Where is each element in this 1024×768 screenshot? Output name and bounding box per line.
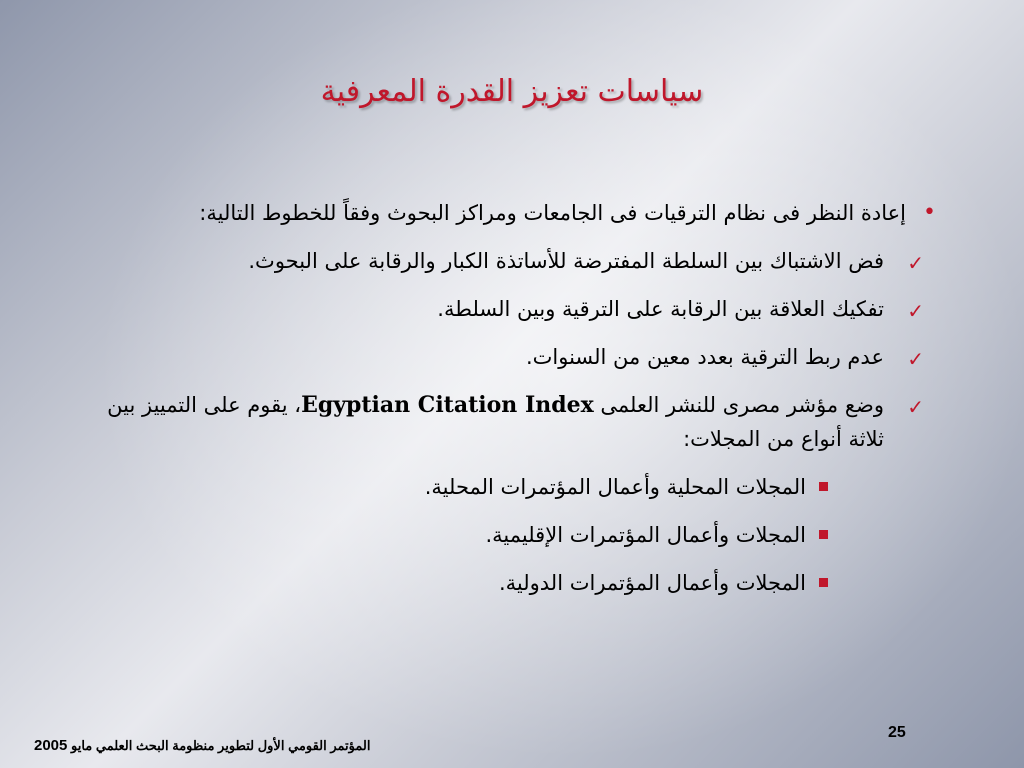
check-icon: ✓ [907, 347, 924, 371]
square-bullet-icon [819, 530, 828, 539]
footer-conference-text: المؤتمر القومي الأول لتطوير منظومة البحث العلمي مايو [67, 738, 371, 753]
citation-index-prefix: وضع مؤشر مصرى للنشر العلمى [593, 393, 884, 417]
citation-index-latin: Egyptian Citation Index [301, 392, 594, 418]
check-item-text: عدم ربط الترقية بعدد معين من السنوات. [525, 345, 884, 369]
square-bullet-icon [819, 578, 828, 587]
slide-content [76, 196, 936, 614]
footer-conference [34, 737, 370, 754]
bullet-dot-icon: • [923, 200, 936, 225]
check-icon: ✓ [907, 299, 924, 323]
page-number: 25 [888, 724, 906, 741]
sub-item [76, 566, 806, 600]
footer-year: 2005 [34, 737, 68, 754]
sub-item-text: المجلات وأعمال المؤتمرات الدولية. [498, 571, 806, 595]
check-item-text: فض الاشتباك بين السلطة المفترضة للأساتذة الكبار والرقابة على البحوث. [248, 249, 884, 273]
sub-item [76, 470, 806, 504]
sub-item-text: المجلات المحلية وأعمال المؤتمرات المحلية. [424, 475, 806, 499]
sub-item-text: المجلات وأعمال المؤتمرات الإقليمية. [485, 523, 806, 547]
check-item-text: تفكيك العلاقة بين الرقابة على الترقية وبين السلطة. [437, 297, 884, 321]
main-bullet-text: إعادة النظر فى نظام الترقيات فى الجامعات ومراكز البحوث وفقاً للخطوط التالية: [199, 201, 906, 225]
check-icon: ✓ [907, 395, 924, 419]
main-bullet-item [76, 196, 936, 230]
slide-title: سياسات تعزيز القدرة المعرفية [320, 74, 704, 109]
square-bullet-icon [819, 482, 828, 491]
check-icon: ✓ [907, 251, 924, 275]
check-item [76, 340, 924, 374]
check-item [76, 244, 924, 278]
citation-index-suffix: ، يقوم على التمييز بين ثلاثة أنواع من المجلات: [107, 393, 884, 451]
sub-item [76, 518, 806, 552]
check-item-citation-index [76, 388, 924, 456]
check-item [76, 292, 924, 326]
